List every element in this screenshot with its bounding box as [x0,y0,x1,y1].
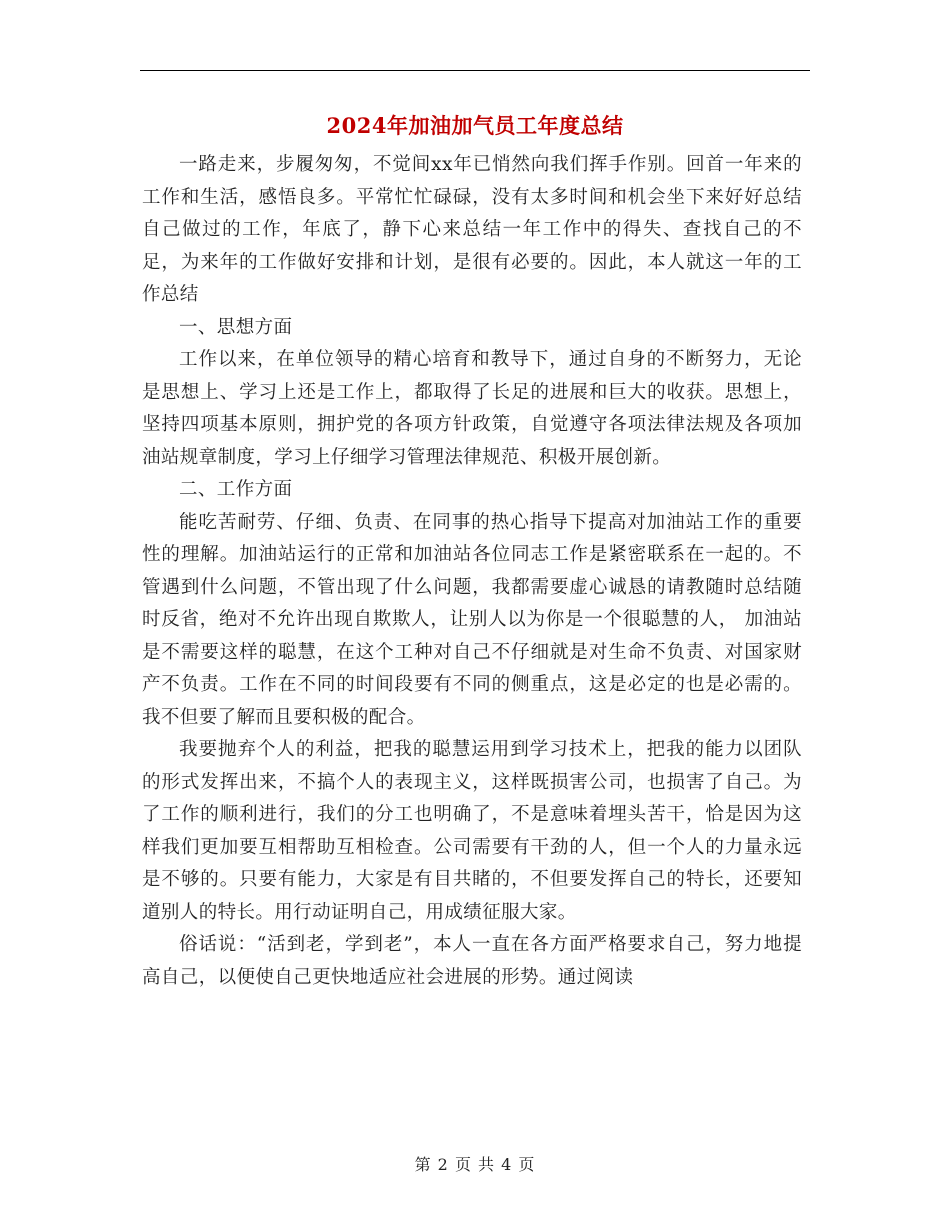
work-paragraph-2: 我要抛弃个人的利益，把我的聪慧运用到学习技术上，把我的能力以团队的形式发挥出来，不搞个人的表现主义，这样既损害公司，也损害了自己。为了工作的顺利进行，我们的分工也明确了，不是意味着埋头苦干，恰是因为这样我们更加要互相帮助互相检查。公司需要有干劲的人，但一个人的力量永远是不够的。只要有能力，大家是有目共睹的，不但要发挥自己的特长，还要知道别人的特长。用行动证明自己，用成绩征服大家。 [142,739,802,923]
section-heading-work: 二、工作方面 [179,479,293,500]
document-title: 2024年加油加气员工年度总结 [326,113,624,138]
page-footer [0,1152,950,1175]
work-paragraph-1: 能吃苦耐劳、仔细、负责、在同事的热心指导下提高对加油站工作的重要性的理解。加油站运行的正常和加油站各位同志工作是紧密联系在一起的。不管遇到什么问题，不管出现了什么问题，我都需要虚心诚恳的请教随时总结随时反省，绝对不允许出现自欺欺人，让别人以为你是一个很聪慧的人， 加油站是不需要这样的聪慧，在这个工种对自己不仔细就是对生命不负责、对国家财产不负责。工作在不同的时间段要有不同的侧重点，这是必定的也是必需的。我不但要了解而且要积极的配合。 [142,511,802,728]
thought-paragraph: 工作以来，在单位领导的精心培育和教导下，通过自身的不断努力，无论是思想上、学习上还是工作上，都取得了长足的进展和巨大的收获。思想上，坚持四项基本原则，拥护党的各项方针政策，自觉遵守各项法律法规及各项加油站规章制度，学习上仔细学习管理法律规范、积极开展创新。 [142,349,802,468]
section-heading-thought: 一、思想方面 [179,316,293,338]
intro-paragraph: 一路走来，步履匆匆，不觉间xx年已悄然向我们挥手作别。回首一年来的工作和生活，感悟良多。平常忙忙碌碌，没有太多时间和机会坐下来好好总结自己做过的工作，年底了，静下心来总结一年工作中的得失、查找自己的不足，为来年的工作做好安排和计划，是很有必要的。因此，本人就这一年的工作总结 [142,154,802,305]
header-rule [140,70,810,71]
page-number: 第 2 页 共 4 页 [414,1155,536,1174]
document-body [142,149,802,994]
learning-paragraph: 俗话说：“活到老，学到老”，本人一直在各方面严格要求自己，努力地提高自己，以便使自己更快地适应社会进展的形势。通过阅读 [142,934,802,988]
